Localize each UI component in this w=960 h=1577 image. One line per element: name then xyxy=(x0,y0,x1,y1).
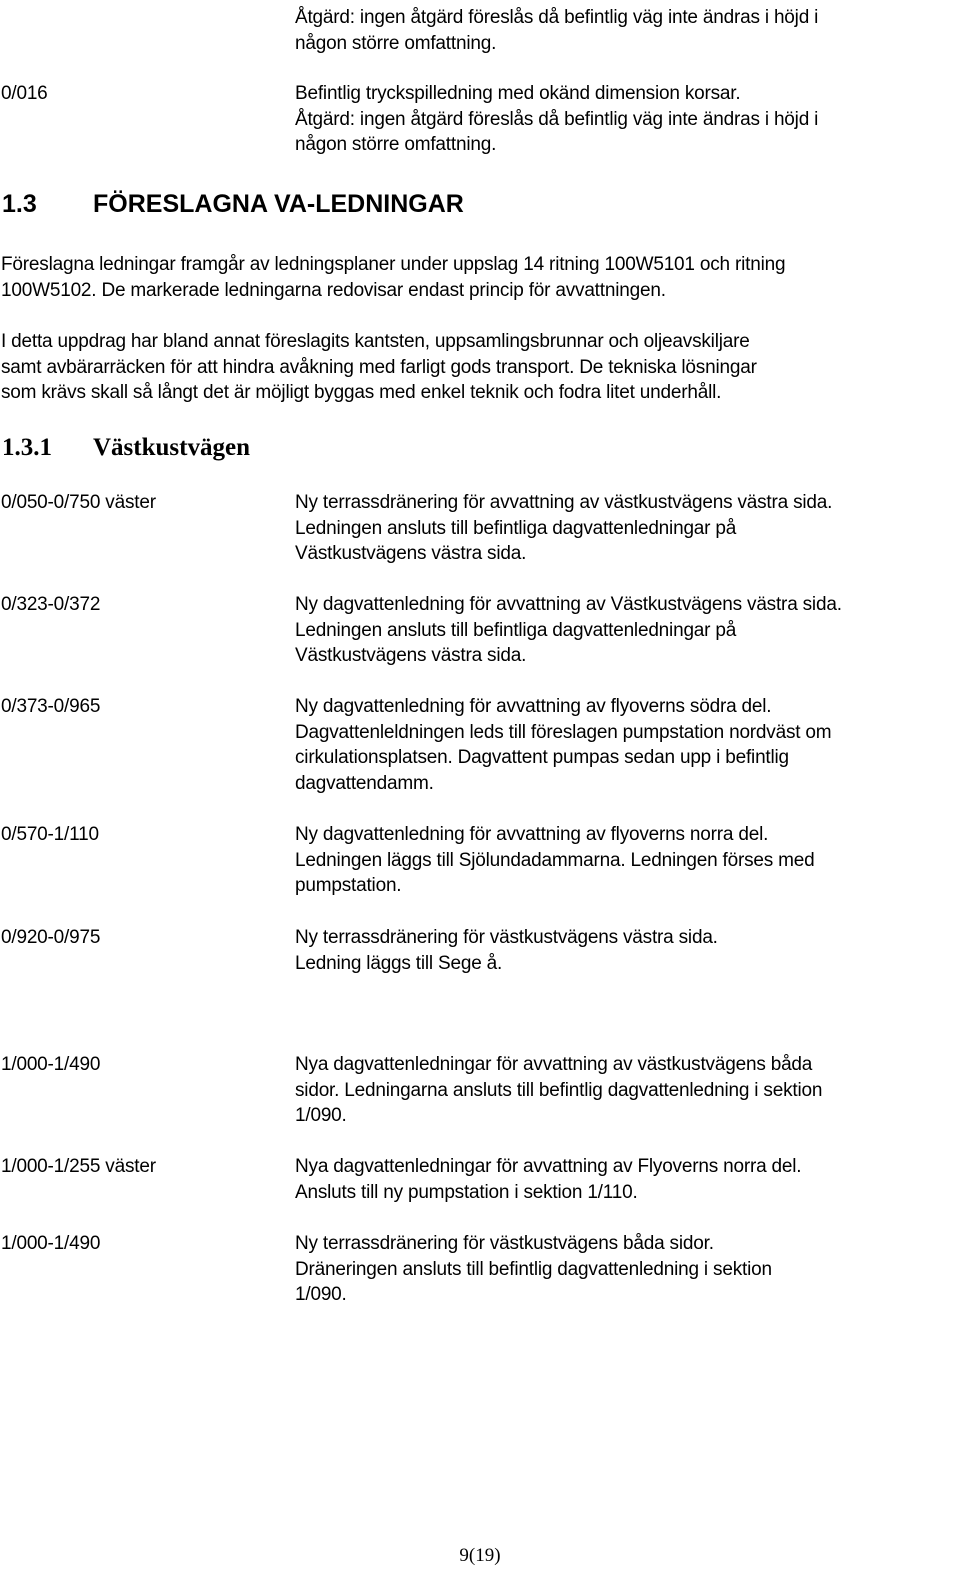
paragraph xyxy=(1,252,959,303)
entry-line: Ledning läggs till Sege å. xyxy=(295,952,503,974)
page-number: 9(19) xyxy=(459,1545,501,1566)
entry-line: Ny dagvattenledning för avvattning av flyoverns norra del. xyxy=(295,824,769,845)
paragraph xyxy=(1,329,959,406)
entry-line: Ny dagvattenledning för avvattning av Västkustvägens västra sida. xyxy=(295,594,842,615)
entry-section-label: 1/000-1/490 xyxy=(1,1233,101,1254)
entry-line: Åtgärd: ingen åtgärd föreslås då befintlig väg inte ändras i höjd i xyxy=(295,7,819,28)
entry-section-label: 0/570-1/110 xyxy=(1,824,99,845)
entry-line: Dräneringen ansluts till befintlig dagvattenledning i sektion xyxy=(295,1258,772,1280)
entry-line: Nya dagvattenledningar för avvattning av Flyoverns norra del. xyxy=(295,1156,802,1177)
subsection-title: Västkustvägen xyxy=(93,434,250,461)
entry-description xyxy=(295,490,960,567)
entry-description xyxy=(295,694,960,796)
entry-line: pumpstation. xyxy=(295,875,402,896)
entry-section-label: 0/323-0/372 xyxy=(1,594,101,615)
entry-description xyxy=(295,5,960,56)
entry-section-label: 0/016 xyxy=(1,83,48,104)
entry-line: sidor. Ledningarna ansluts till befintlig dagvattenledning i sektion xyxy=(295,1079,823,1101)
entry-section-label: 0/050-0/750 väster xyxy=(1,492,156,513)
entry-section-label: 1/000-1/490 xyxy=(1,1054,101,1075)
entry-description xyxy=(295,822,960,899)
entry-line: någon större omfattning. xyxy=(295,134,497,155)
entry-description xyxy=(295,81,960,158)
entry-line: någon större omfattning. xyxy=(295,32,497,54)
entry-line: Västkustvägens västra sida. xyxy=(295,645,527,666)
entry-line: 1/090. xyxy=(295,1105,347,1126)
paragraph-line: Föreslagna ledningar framgår av ledningsplaner under uppslag 14 ritning 100W5101 och ritning xyxy=(1,254,786,275)
entry-description xyxy=(295,592,960,669)
entry-line: Ny terrassdränering för avvattning av västkustvägens västra sida. xyxy=(295,492,833,513)
entry-line: Befintlig tryckspilledning med okänd dimension korsar. xyxy=(295,83,741,104)
section-number: 1.3 xyxy=(2,190,37,218)
entry-line: Ansluts till ny pumpstation i sektion 1/110. xyxy=(295,1181,638,1203)
entry-line: Ny terrassdränering för västkustvägens båda sidor. xyxy=(295,1233,714,1254)
subsection-number: 1.3.1 xyxy=(2,434,52,461)
entry-line: Ledningen ansluts till befintliga dagvattenledningar på xyxy=(295,619,737,641)
entry-line: Dagvattenleldningen leds till föreslagen pumpstation nordväst om xyxy=(295,721,832,743)
entry-description xyxy=(295,1052,960,1129)
paragraph-line: samt avbärarräcken för att hindra avåkning med farligt gods transport. De tekniska lösningar xyxy=(1,356,757,378)
paragraph-line: I detta uppdrag har bland annat föreslagits kantsten, uppsamlingsbrunnar och oljeavskiljare xyxy=(1,331,750,352)
entry-line: Åtgärd: ingen åtgärd föreslås då befintlig väg inte ändras i höjd i xyxy=(295,108,819,130)
entry-description xyxy=(295,925,960,976)
entry-line: Ledningen ansluts till befintliga dagvattenledningar på xyxy=(295,517,737,539)
entry-description xyxy=(295,1231,960,1308)
entry-line: Ledningen läggs till Sjölundadammarna. Ledningen förses med xyxy=(295,849,815,871)
entry-line: dagvattendamm. xyxy=(295,772,434,794)
entry-section-label: 0/373-0/965 xyxy=(1,696,101,717)
entry-description xyxy=(295,1154,960,1205)
entry-line: Ny dagvattenledning för avvattning av flyoverns södra del. xyxy=(295,696,772,717)
entry-section-label: 1/000-1/255 väster xyxy=(1,1156,156,1177)
entry-line: 1/090. xyxy=(295,1284,347,1305)
entry-section-label: 0/920-0/975 xyxy=(1,927,101,948)
section-title: FÖRESLAGNA VA-LEDNINGAR xyxy=(93,190,464,218)
entry-line: cirkulationsplatsen. Dagvattent pumpas sedan upp i befintlig xyxy=(295,747,789,768)
paragraph-line: 100W5102. De markerade ledningarna redovisar endast princip för avvattningen. xyxy=(1,279,666,301)
entry-line: Ny terrassdränering för västkustvägens västra sida. xyxy=(295,927,718,948)
entry-line: Västkustvägens västra sida. xyxy=(295,543,527,564)
paragraph-line: som krävs skall så långt det är möjligt byggas med enkel teknik och fodra litet underhåll. xyxy=(1,382,722,403)
entry-line: Nya dagvattenledningar för avvattning av västkustvägens båda xyxy=(295,1054,813,1075)
